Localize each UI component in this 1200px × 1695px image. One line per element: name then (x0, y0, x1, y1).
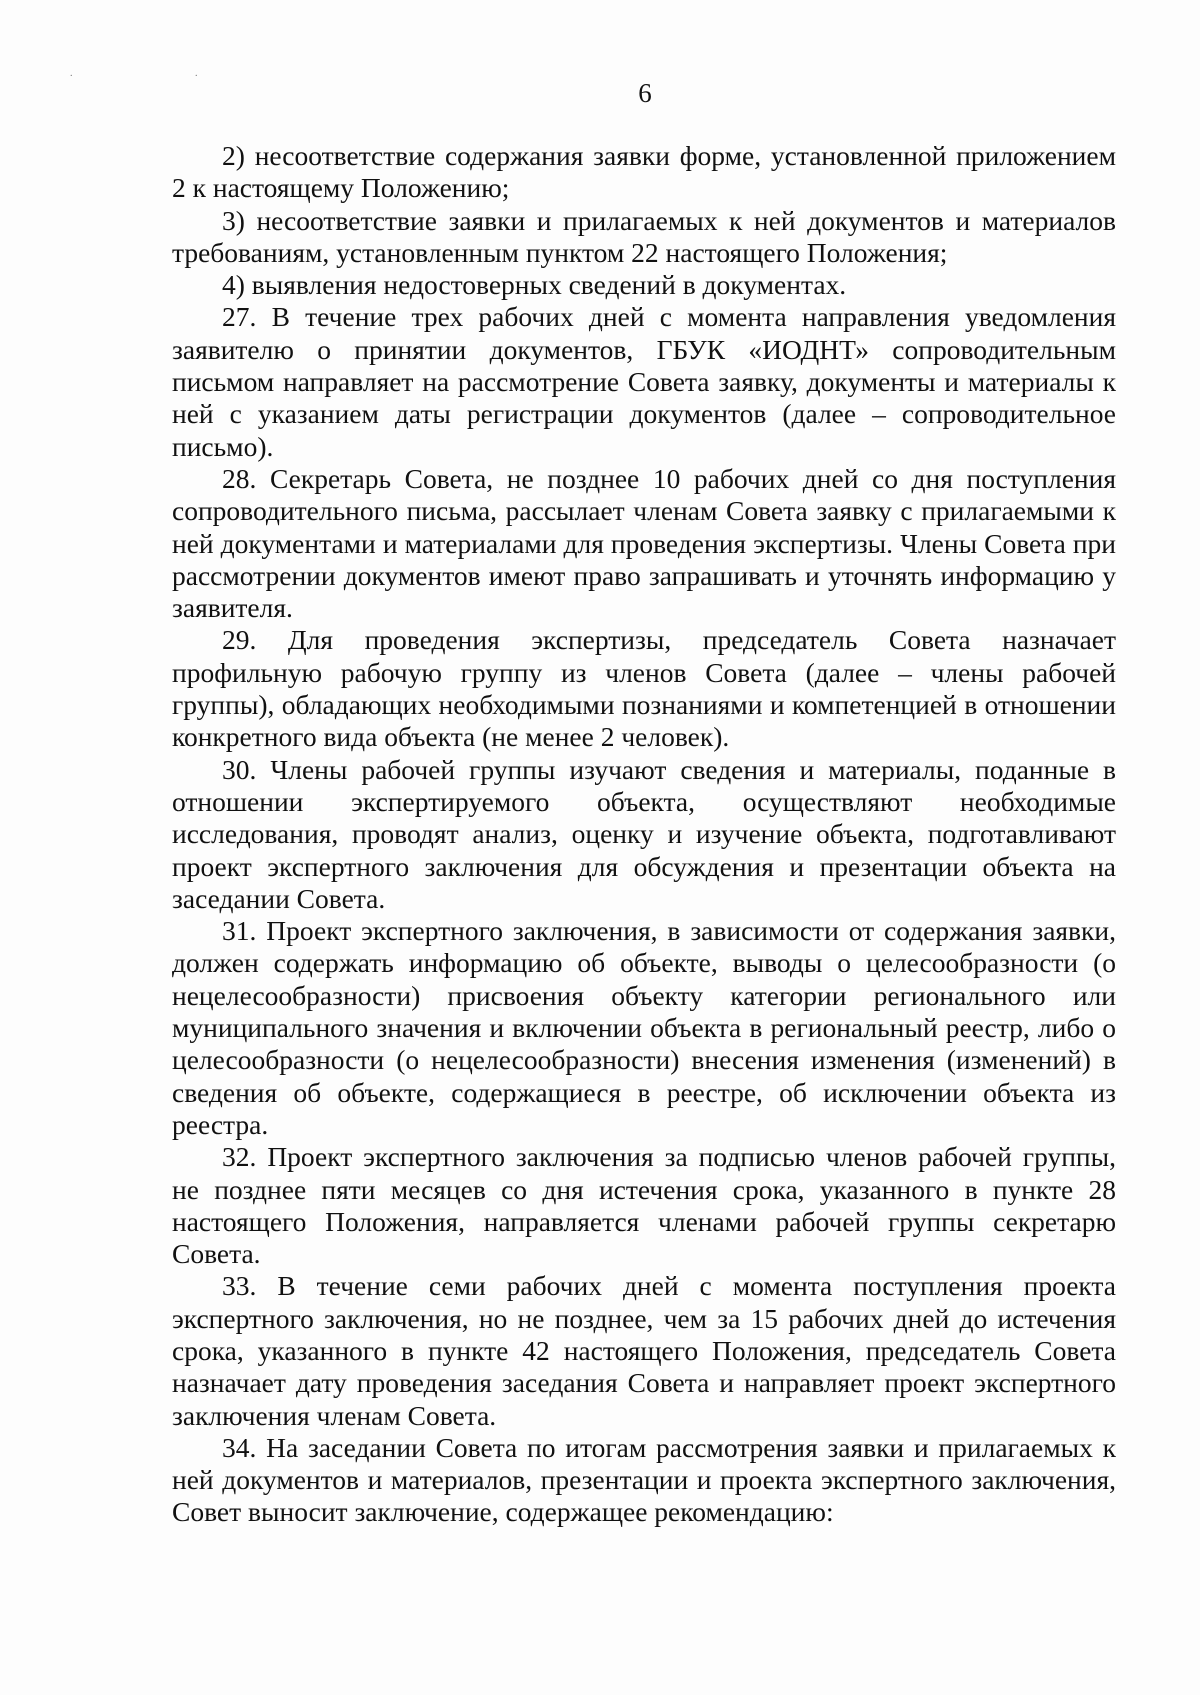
paragraph-28: 28. Секретарь Совета, не позднее 10 рабочих дней со дня поступления сопроводительного письма, рассылает членам Совета заявку с прилагаемыми к ней документами и материалами для проведения экспертизы. Члены Совета при рассмотрении документов имеют право запрашивать и уточнять информацию у заявителя. (172, 462, 1116, 624)
paragraph-34: 34. На заседании Совета по итогам рассмотрения заявки и прилагаемых к ней документов и материалов, презентации и проекта экспертного заключения, Совет выносит заключение, содержащее рекомендацию: (172, 1431, 1116, 1528)
paragraph-32: 32. Проект экспертного заключения за подписью членов рабочей группы, не позднее пяти месяцев со дня истечения срока, указанного в пункте 28 настоящего Положения, направляется членами рабочей группы секретарю Совета. (172, 1141, 1116, 1270)
page-number: 6 (638, 78, 652, 108)
paragraph-item-3: 3) несоответствие заявки и прилагаемых к ней документов и материалов требованиям, установленным пунктом 22 настоящего Положения; (172, 204, 1116, 268)
paragraph-item-4: 4) выявления недостоверных сведений в документах. (222, 269, 847, 301)
paragraph-item-2: 2) несоответствие содержания заявки форме, установленной приложением 2 к настоящему Положению; (172, 140, 1116, 204)
paragraph-33: 33. В течение семи рабочих дней с момента поступления проекта экспертного заключения, но не позднее, чем за 15 рабочих дней до истечения срока, указанного в пункте 42 настоящего Положения, председатель Совета назначает дату проведения заседания Совета и направляет проект экспертного заключения членам Совета. (172, 1270, 1116, 1431)
paragraph-31: 31. Проект экспертного заключения, в зависимости от содержания заявки, должен содержать информацию об объекте, выводы о целесообразности (о нецелесообразности) присвоения объекту категории регионального или муниципального значения и включении объекта в региональный реестр, либо о целесообразности (о нецелесообразности) внесения изменения (изменений) в сведения об объекте, содержащиеся в реестре, об исключении объекта из реестра. (172, 915, 1116, 1140)
document-body (172, 140, 1116, 1529)
paragraph-29: 29. Для проведения экспертизы, председатель Совета назначает профильную рабочую группу из членов Совета (далее – члены рабочей группы), обладающих необходимыми познаниями и компетенцией в отношении конкретного вида объекта (не менее 2 человек). (172, 624, 1116, 753)
paragraph-27: 27. В течение трех рабочих дней с момента направления уведомления заявителю о принятии документов, ГБУК «ИОДНТ» сопроводительным письмом направляет на рассмотрение Совета заявку, документы и материалы к ней с указанием даты регистрации документов (далее – сопроводительное письмо). (172, 301, 1116, 462)
paragraph-30: 30. Члены рабочей группы изучают сведения и материалы, поданные в отношении экспертируемого объекта, осуществляют необходимые исследования, проводят анализ, оценку и изучение объекта, подготавливают проект экспертного заключения для обсуждения и презентации объекта на заседании Совета. (172, 753, 1116, 914)
scan-specks: . . (70, 68, 258, 79)
